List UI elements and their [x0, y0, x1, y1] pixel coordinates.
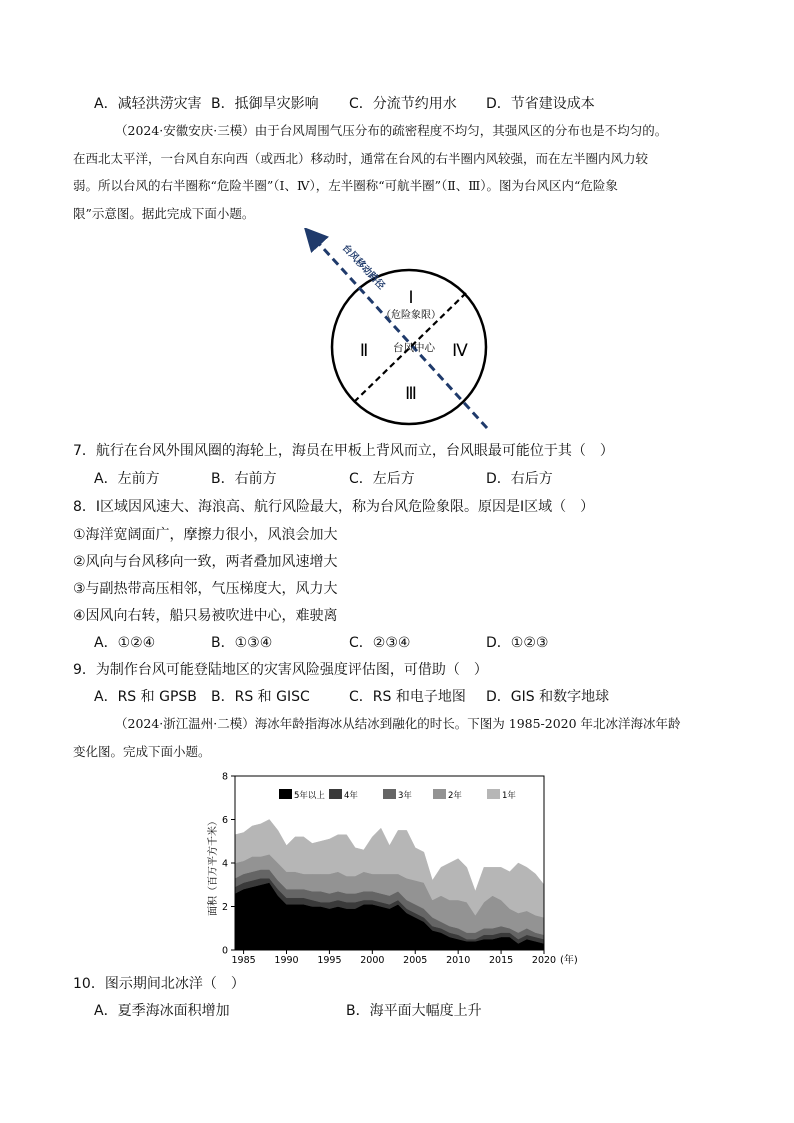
- q10-stem: 10．图示期间北冰洋（ ）: [73, 976, 245, 992]
- q6-option-d: D．节省建设成本: [486, 96, 595, 112]
- passage2-text-1: 海冰年龄指海冰从结冰到融化的时长。下图为 1985-2020 年北冰洋海冰年龄: [254, 716, 681, 731]
- q8-option-d: D．①②③: [486, 635, 549, 651]
- x-axis-unit: (年): [560, 955, 578, 966]
- q9-option-d: D．GIS 和数字地球: [486, 689, 610, 705]
- passage2-line-2: 变化图。完成下面小题。: [73, 744, 211, 759]
- path-label: 台风移动路径: [339, 242, 387, 292]
- sea-ice-age-chart: [200, 768, 590, 968]
- x-tick-label-1: 1990: [274, 955, 299, 966]
- legend-label-1: 4年: [344, 791, 358, 801]
- q8-option-b: B．①③④: [211, 635, 273, 651]
- q6-option-c: C．分流节约用水: [349, 96, 457, 112]
- q6-option-a: A．减轻洪涝灾害: [94, 96, 202, 112]
- passage1-line-4: 限”示意图。据此完成下面小题。: [73, 206, 255, 221]
- passage2-source: （2024·浙江温州·二模）: [115, 716, 255, 731]
- typhoon-center-label: 台风中心: [393, 342, 435, 354]
- q8-statement-4: ④因风向右转，船只易被吹进中心，难驶离: [73, 608, 338, 624]
- passage1-line-2: 在西北太平洋，一台风自东向西（或西北）移动时，通常在台风的右半圈内风较强，而在左半圈内风力较: [73, 151, 649, 166]
- passage1-text-1: 由于台风周围气压分布的疏密程度不均匀，其强风区的分布也是不均匀的。: [254, 123, 668, 138]
- legend-swatch-4: [487, 789, 500, 799]
- q7-option-d: D．右后方: [486, 471, 553, 487]
- legend-label-0: 5年以上: [294, 791, 325, 801]
- passage2-line-1: [115, 714, 681, 734]
- quadrant-1-label: Ⅰ: [408, 288, 414, 308]
- q10-option-a: A．夏季海冰面积增加: [94, 1003, 230, 1019]
- quadrant-4-label: Ⅳ: [452, 341, 468, 361]
- x-tick-label-0: 1985: [231, 955, 256, 966]
- q8-statement-1: ①海洋宽阔面广，摩擦力很小，风浪会加大: [73, 527, 338, 543]
- q8-option-c: C．②③④: [349, 635, 411, 651]
- q9-option-b: B．RS 和 GISC: [211, 689, 310, 705]
- q10-option-b: B．海平面大幅度上升: [346, 1003, 482, 1019]
- y-tick-label-2: 4: [221, 858, 228, 870]
- q8-statement-3: ③与副热带高压相邻，气压梯度大，风力大: [73, 581, 338, 597]
- q9-stem: 9．为制作台风可能登陆地区的灾害风险强度评估图，可借助（ ）: [73, 662, 488, 678]
- y-tick-label-0: 0: [221, 945, 228, 957]
- chart-areas: [235, 820, 544, 951]
- chart-legend: [279, 789, 516, 801]
- movement-path-arrow: [312, 236, 487, 428]
- x-tick-label-5: 2010: [446, 955, 471, 966]
- legend-label-4: 1年: [502, 791, 516, 801]
- legend-label-2: 3年: [398, 791, 412, 801]
- quadrant-3-label: Ⅲ: [405, 384, 417, 404]
- typhoon-quadrant-diagram: [300, 228, 500, 433]
- x-ticks: [231, 950, 556, 966]
- y-tick-label-4: 8: [221, 771, 228, 783]
- legend-swatch-1: [329, 789, 342, 799]
- q9-option-c: C．RS 和电子地图: [349, 689, 466, 705]
- q8-statement-2: ②风向与台风移向一致，两者叠加风速增大: [73, 554, 338, 570]
- legend-swatch-3: [433, 789, 446, 799]
- legend-swatch-0: [279, 789, 292, 799]
- y-tick-label-1: 2: [221, 902, 228, 913]
- q6-option-b: B．抵御旱灾影响: [211, 96, 319, 112]
- legend-swatch-2: [383, 789, 396, 799]
- legend-label-3: 2年: [448, 791, 462, 801]
- passage1-source: （2024·安徽安庆·三模）: [115, 123, 255, 138]
- passage1-line-1: [115, 121, 667, 141]
- x-tick-label-4: 2005: [403, 955, 428, 966]
- x-tick-label-7: 2020: [531, 955, 557, 966]
- x-tick-label-6: 2015: [488, 955, 514, 966]
- y-ticks: [222, 772, 235, 957]
- q7-option-b: B．右前方: [211, 471, 277, 487]
- quadrant-1-note: （危险象限）: [381, 310, 441, 321]
- y-axis-label: 面积（百万平方千米）: [208, 816, 219, 916]
- x-tick-label-3: 2000: [360, 955, 385, 966]
- q7-option-a: A．左前方: [94, 471, 160, 487]
- q7-option-c: C．左后方: [349, 471, 415, 487]
- q8-stem: 8．Ⅰ区域因风速大、海浪高、航行风险最大，称为台风危险象限。原因是Ⅰ区域（ ）: [73, 499, 595, 515]
- q9-option-a: A．RS 和 GPSB: [94, 689, 197, 705]
- quadrant-2-label: Ⅱ: [359, 341, 369, 361]
- y-tick-label-3: 6: [221, 815, 228, 826]
- passage1-line-3: 弱。所以台风的右半圈称“危险半圈”（Ⅰ、Ⅳ），左半圈称“可航半圈”（Ⅱ、Ⅲ）。图为台风区内“危险象: [73, 178, 618, 193]
- x-tick-label-2: 1995: [317, 955, 342, 966]
- q7-stem: 7．航行在台风外围风圈的海轮上，海员在甲板上背风而立，台风眼最可能位于其（ ）: [73, 443, 614, 459]
- q8-option-a: A．①②④: [94, 635, 156, 651]
